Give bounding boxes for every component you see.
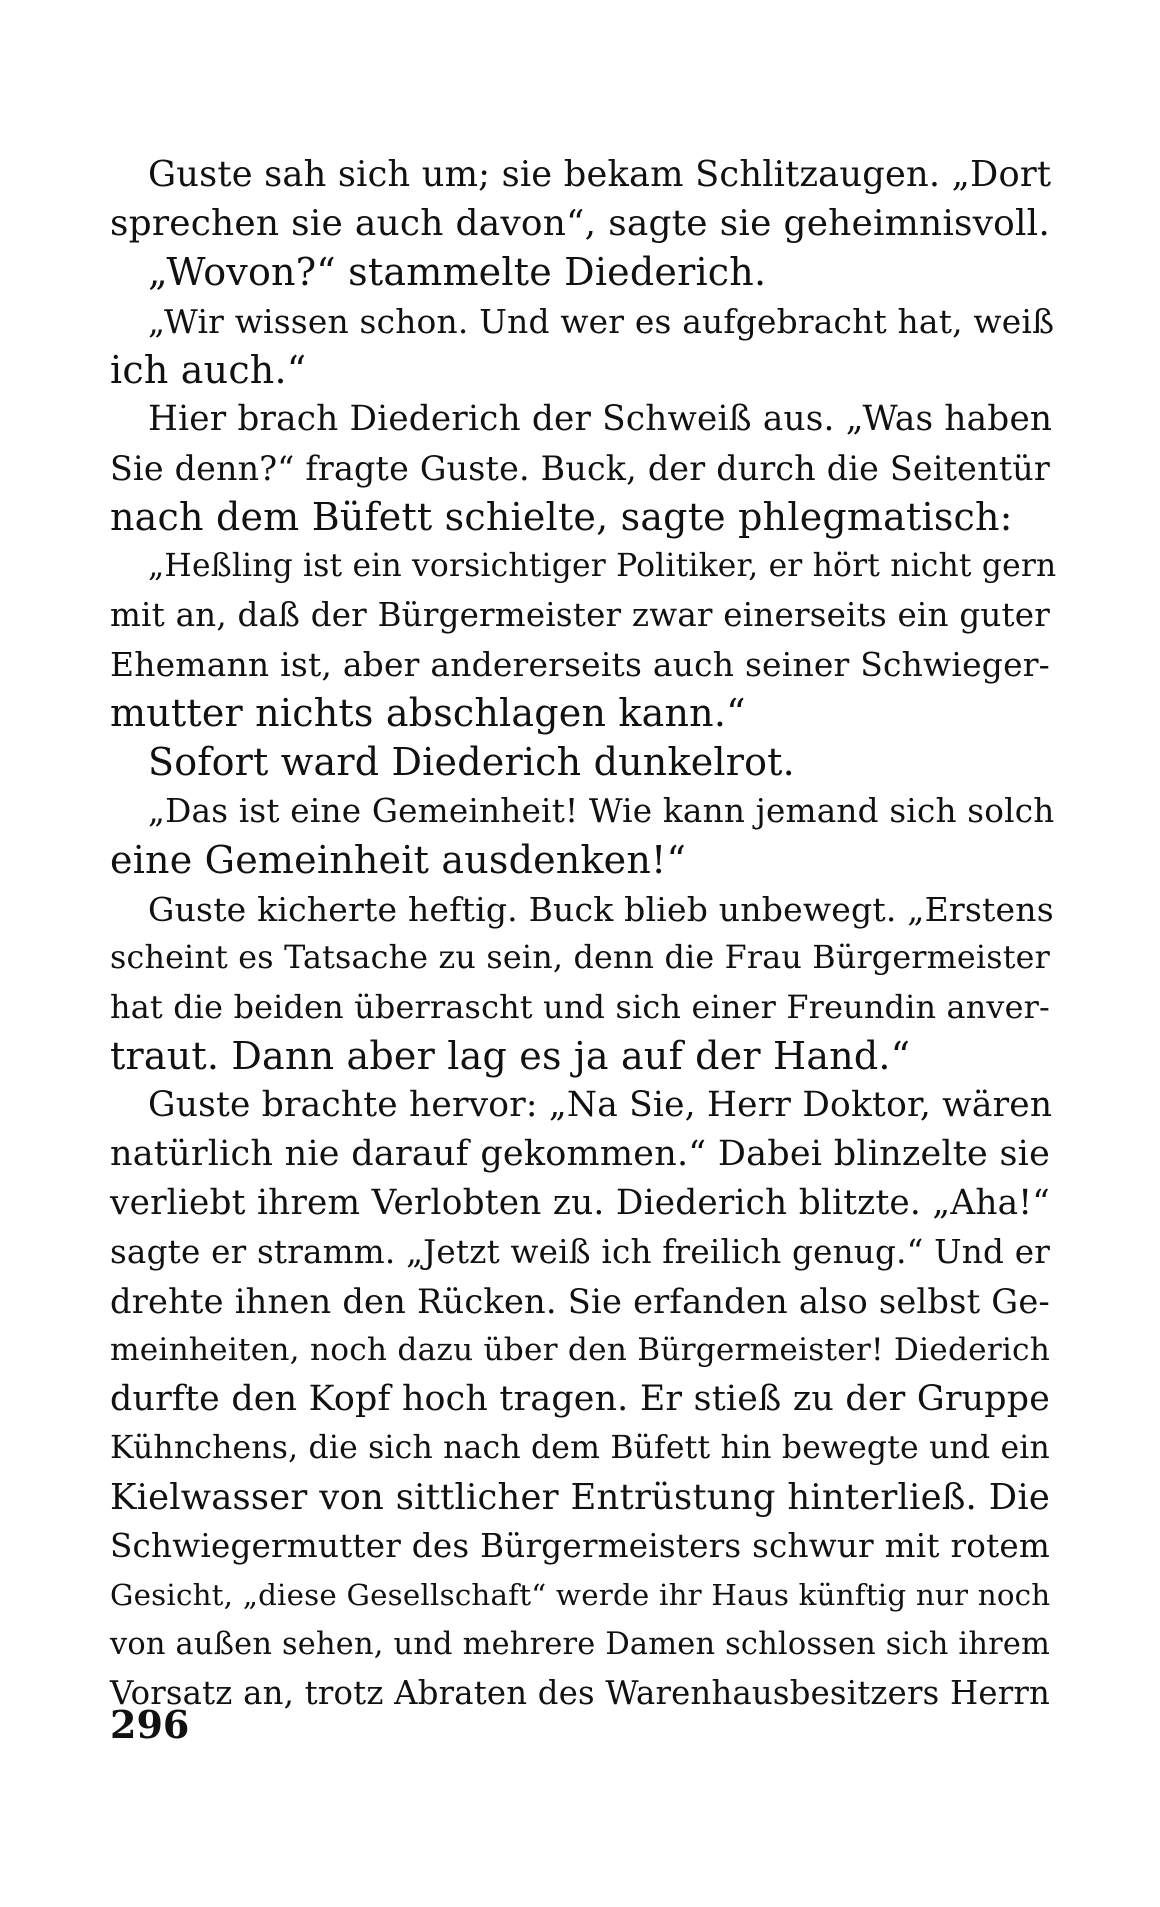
text-line: natürlich nie darauf gekommen.“ Dabei blinzelte sie: [110, 1134, 1050, 1174]
text-line: „Das ist eine Gemeinheit! Wie kann jemand sich solch: [148, 792, 1055, 830]
text-line: „Heßling ist ein vorsichtiger Politiker, er hört nicht gern: [148, 548, 1057, 584]
text-line: von außen sehen, und mehrere Damen schlossen sich ihrem: [110, 1627, 1051, 1662]
text-line: „Wovon?“ stammelte Diederich.: [148, 250, 767, 294]
text-line: Sie denn?“ fragte Guste. Buck, der durch die Seitentür: [110, 449, 1050, 488]
text-line: eine Gemeinheit ausdenken!“: [110, 838, 687, 882]
text-line: sagte er stramm. „Jetzt weiß ich freilich genug.“ Und er: [110, 1233, 1050, 1271]
text-line: mutter nichts abschlagen kann.“: [110, 691, 746, 735]
text-line: Kühnchens, die sich nach dem Büfett hin bewegte und ein: [110, 1430, 1050, 1466]
text-line: nach dem Büfett schielte, sagte phlegmatisch:: [110, 495, 1013, 539]
text-line: Sofort ward Diederich dunkelrot.: [148, 740, 795, 784]
text-line: drehte ihnen den Rücken. Sie erfanden also selbst Ge-: [110, 1282, 1050, 1321]
text-line: scheint es Tatsache zu sein, denn die Frau Bürgermeister: [110, 940, 1050, 976]
text-line: durfte den Kopf hoch tragen. Er stieß zu der Gruppe: [110, 1379, 1050, 1419]
text-line: ich auch.“: [110, 348, 307, 392]
text-line: Gesicht, „diese Gesellschaft“ werde ihr Haus künftig nur noch: [110, 1578, 1051, 1612]
text-line: Hier brach Diederich der Schweiß aus. „Was haben: [148, 399, 1053, 439]
text-line: hat die beiden überrascht und sich einer Freundin anver-: [110, 988, 1050, 1026]
text-line: sprechen sie auch davon“, sagte sie geheimnisvoll.: [110, 203, 1050, 244]
text-line: Kielwasser von sittlicher Entrüstung hinterließ. Die: [110, 1477, 1050, 1518]
text-line: Guste sah sich um; sie bekam Schlitzaugen. „Dort: [148, 154, 1052, 195]
text-line: Guste kicherte heftig. Buck blieb unbewegt. „Erstens: [148, 890, 1054, 929]
text-line: „Wir wissen schon. Und wer es aufgebracht hat, weiß: [148, 302, 1055, 341]
text-line: traut. Dann aber lag es ja auf der Hand.“: [110, 1034, 911, 1078]
text-line: Schwiegermutter des Bürgermeisters schwur mit rotem: [110, 1527, 1050, 1565]
page-number: 296: [110, 1702, 190, 1747]
text-line: verliebt ihrem Verlobten zu. Diederich blitzte. „Aha!“: [110, 1183, 1050, 1223]
text-line: mit an, daß der Bürgermeister zwar einerseits ein guter: [110, 596, 1050, 634]
text-line: Ehemann ist, aber andererseits auch seiner Schwieger-: [110, 645, 1050, 684]
body-text: [110, 150, 1057, 1718]
text-line: meinheiten, noch dazu über den Bürgermeister! Diederich: [110, 1332, 1050, 1368]
text-line: Vorsatz an, trotz Abraten des Warenhausbesitzers Herrn: [110, 1674, 1050, 1712]
text-line: Guste brachte hervor: „Na Sie, Herr Doktor, wären: [148, 1085, 1053, 1125]
